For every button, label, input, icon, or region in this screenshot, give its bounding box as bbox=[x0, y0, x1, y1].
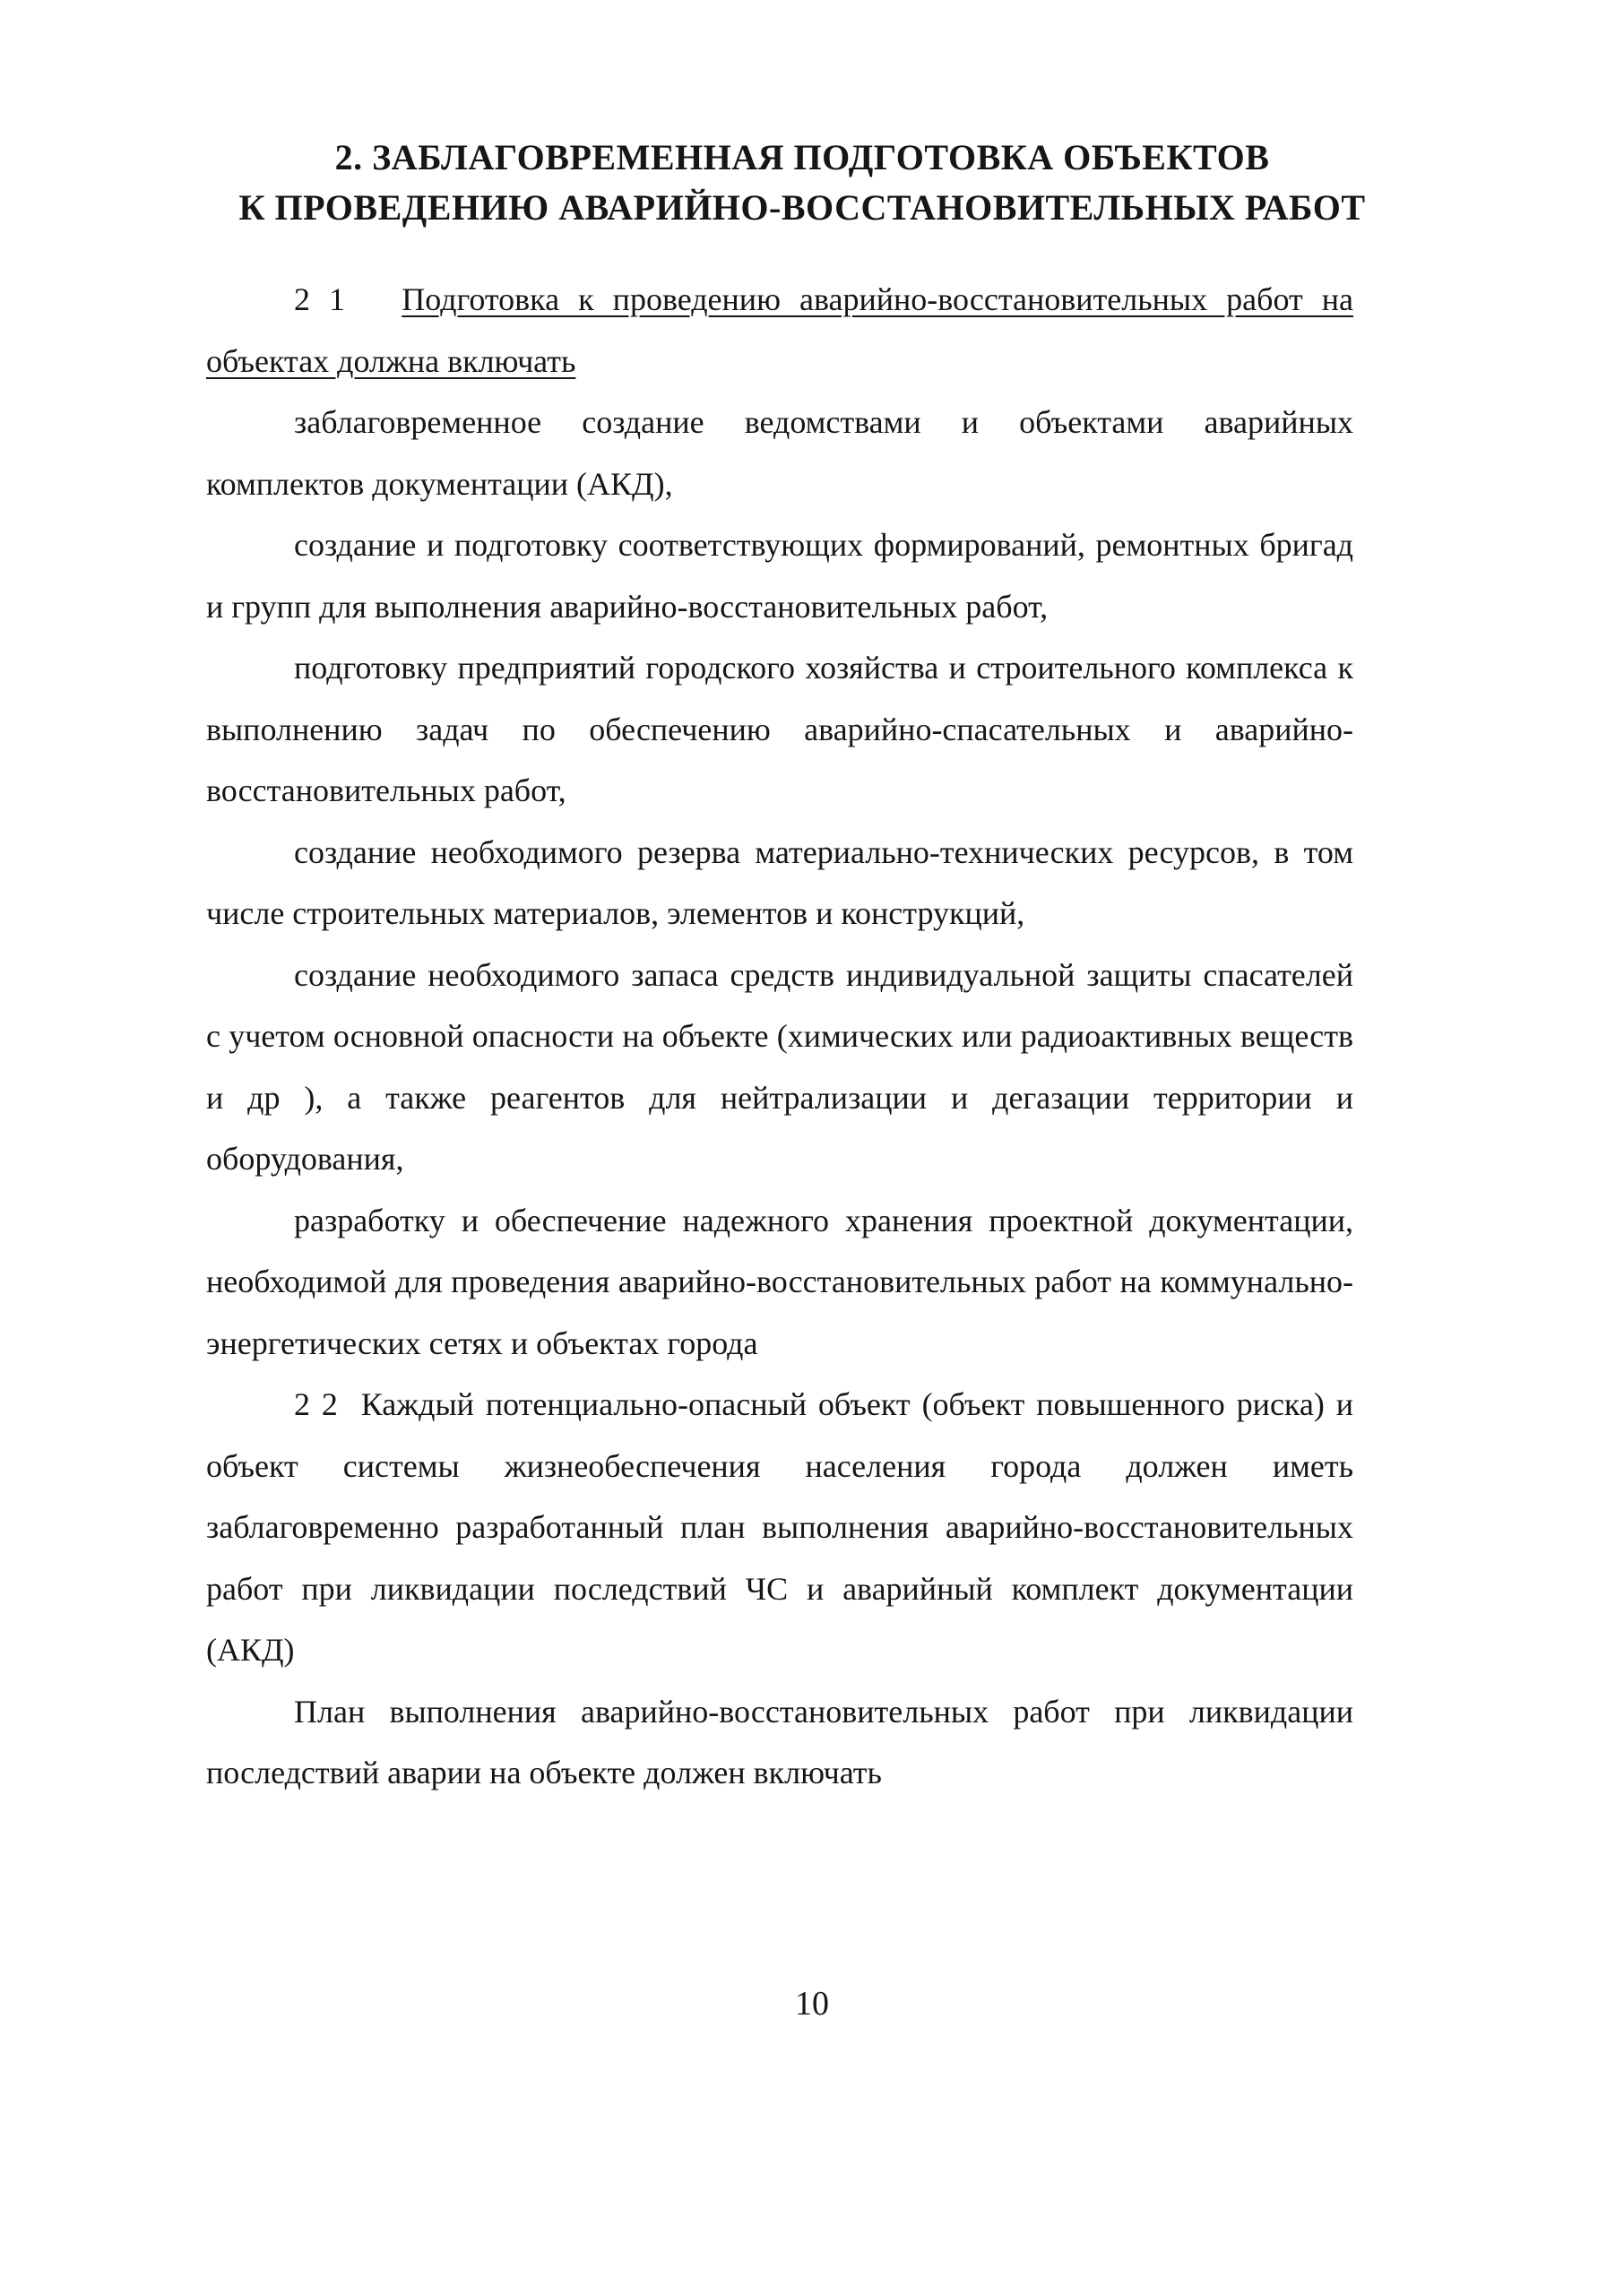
list-item: создание необходимого запаса средств индивидуальной защиты спасателей с учетом основной опасности на объекте (химических или радиоактивных веществ и др ), а также реагентов для нейтрализации и дегазации территории и оборудования, bbox=[206, 956, 1353, 1177]
list-item: создание необходимого резерва материально-технических ресурсов, в том числе строительных материалов, элементов и конструкций, bbox=[206, 833, 1353, 931]
list-item: создание и подготовку соответствующих формирований, ремонтных бригад и групп для выполнения аварийно-восстановительных работ, bbox=[206, 527, 1353, 625]
section-number-2-1: 2 1 bbox=[294, 281, 346, 317]
paragraph-2-2 bbox=[206, 1374, 1353, 1681]
list-item: разработку и обеспечение надежного хранения проектной документации, необходимой для проведения аварийно-восстановительных работ на коммунально-энергетических сетях и объектах города bbox=[206, 1202, 1353, 1361]
page-number: 10 bbox=[795, 1985, 829, 2023]
list-item: подготовку предприятий городского хозяйства и строительного комплекса к выполнению задач по обеспечению аварийно-спасательных и аварийно-восстановительных работ, bbox=[206, 650, 1353, 808]
plan-paragraph: План выполнения аварийно-восстановительных работ при ликвидации последствий аварии на объекте должен включать bbox=[206, 1693, 1353, 1790]
document-body bbox=[206, 269, 1353, 1804]
heading-line-1: 2. ЗАБЛАГОВРЕМЕННАЯ ПОДГОТОВКА ОБЪЕКТОВ bbox=[334, 137, 1270, 177]
list-item: заблаговременное создание ведомствами и объектами аварийных комплектов документации (АКД), bbox=[206, 404, 1353, 502]
section-2-2-text: Каждый потенциально-опасный объект (объект повышенного риска) и объект системы жизнеобеспечения населения города должен иметь заблаговременно разработанный план выполнения аварийно-восстановительных работ при ликвидации последствий ЧС и аварийный комплект документации (АКД) bbox=[206, 1386, 1354, 1668]
section-number-2-2: 2 2 bbox=[294, 1386, 338, 1422]
section-heading bbox=[215, 133, 1389, 233]
paragraph-2-1 bbox=[206, 269, 1353, 392]
heading-line-2: К ПРОВЕДЕНИЮ АВАРИЙНО-ВОССТАНОВИТЕЛЬНЫХ РАБОТ bbox=[238, 187, 1366, 228]
section-2-1-underlined-text: Подготовка к проведению аварийно-восстановительных работ на объектах должна включать bbox=[206, 281, 1354, 379]
